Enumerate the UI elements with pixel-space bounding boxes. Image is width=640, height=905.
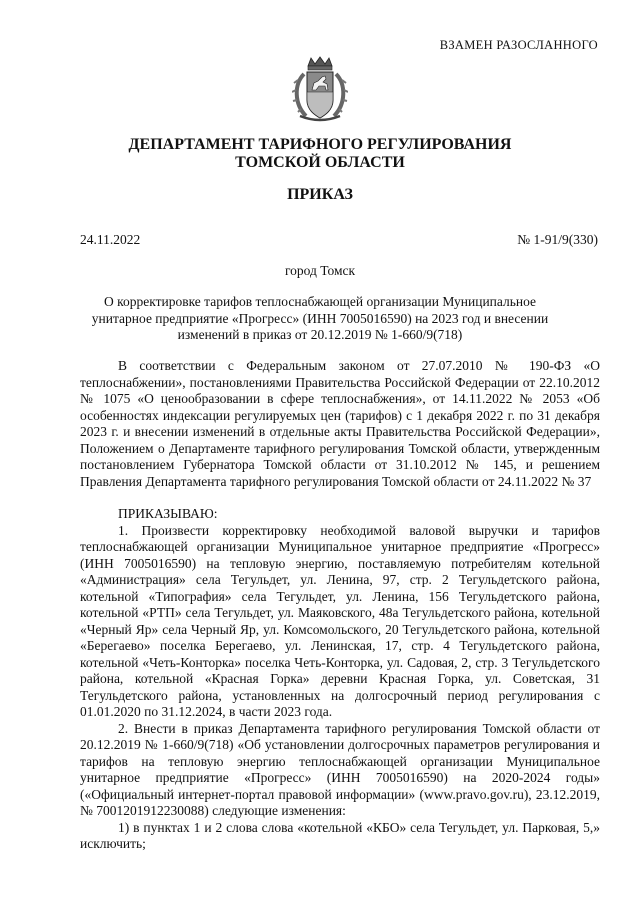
department-name [0,136,640,172]
document-type: ПРИКАЗ [287,186,353,203]
preamble-paragraph: В соответствии с Федеральным законом от 27.07.2010 № 190-ФЗ «О теплоснабжении», постановлениями Правительства Российской Федерации от 22.10.2012 № 1075 «О ценообразовании в сфере теплоснабжения», от 14.11.2022 № 2053 «Об особенностях индексации регулируемых цен (тарифов) с 1 декабря 2022 г. по 31 декабря 2023 г. и внесении изменений в отдельные акты Правительства Российской Федерации», Положением о Департаменте тарифного регулирования Томской области, утвержденным постановлением Губернатора Томской области от 31.10.2012 № 145, и решением Правления Департамента тарифного регулирования Томской области от 24.11.2022 № 37 [80,358,600,489]
city: город Томск [284,263,356,278]
item-2-paragraph: 2. Внести в приказ Департамента тарифного регулирования Томской области от 20.12.2019 № 1-660/9(718) «Об установлении долгосрочных параметров регулирования и тарифов на тепловую энергию теплоснабжающей организации Муниципальное унитарное предприятие «Прогресс» (ИНН 7005016590) на 2020-2024 годы» («Официальный интернет-портал правовой информации» (www.pravo.gov.ru), 23.12.2019, № 7001201912230088) следующие изменения: [80,720,600,818]
department-line-2: ТОМСКОЙ ОБЛАСТИ [235,154,405,171]
item-2-subitem-1: 1) в пунктах 1 и 2 слова слова «котельной «КБО» села Тегульдет, ул. Парковая, 5,» исключить; [80,819,600,851]
order-body [80,358,600,853]
order-date: 24.11.2022 [80,232,141,247]
replacement-stamp: ВЗАМЕН РАЗОСЛАННОГО [439,38,598,52]
order-number: № 1-91/9(330) [517,232,598,247]
order-word: ПРИКАЗЫВАЮ: [118,506,218,521]
department-line-1: ДЕПАРТАМЕНТ ТАРИФНОГО РЕГУЛИРОВАНИЯ [128,136,512,153]
tomsk-region-coat-of-arms-icon [292,56,348,124]
item-1-paragraph: 1. Произвести корректировку необходимой валовой выручки и тарифов теплоснабжающей организации Муниципальное унитарное предприятие «Прогресс» (ИНН 7005016590) на тепловую энергию, поставляемую потребителям котельной «Администрация» села Тегульдет, ул. Ленина, 97, стр. 2 Тегульдетского района, котельной «Типография» села Тегульдет, ул. Ленина, 156 Тегульдетского района, котельной «РТП» села Тегульдет, ул. Маяковского, 48а Тегульдетского района, котельной «Черный Яр» села Черный Яр, ул. Комсомольского, 20 Тегульдетского района, котельной «Берегаево» поселка Берегаево, ул. Ленинская, 17, стр. 4 Тегульдетского района, котельной «Четь-Конторка» поселка Четь-Конторка, ул. Садовая, 2, стр. 3 Тегульдетского района, котельной «Красная Горка» деревни Красная Горка, ул. Советская, 31 Тегульдетского района, установленных на долгосрочный период регулирования с 01.01.2020 по 31.12.2024, в части 2023 года. [80,522,600,719]
order-subject: О корректировке тарифов теплоснабжающей организации Муниципальное унитарное предприятие «Прогресс» (ИНН 7005016590) на 2023 год и внесении изменений в приказ от 20.12.2019 № 1-660/9(718) [91,294,549,342]
